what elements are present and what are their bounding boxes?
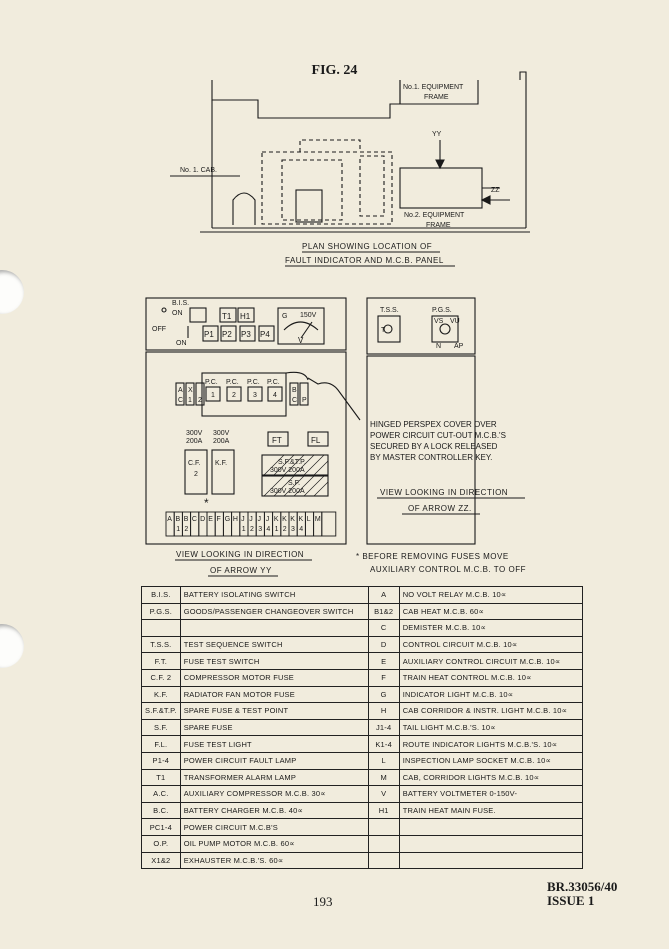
mcb-letter: L: [306, 516, 311, 523]
legend-left-code: F.T.: [142, 653, 181, 670]
axc-x: X: [188, 387, 193, 394]
legend-left-description: FUSE TEST SWITCH: [180, 653, 368, 670]
legend-right-code: M: [368, 769, 399, 786]
axc-2: 2: [198, 397, 202, 404]
lamp-p4: P4: [260, 330, 270, 339]
legend-left-description: SPARE FUSE & TEST POINT: [180, 703, 368, 720]
cf-number: 2: [194, 471, 198, 478]
legend-row: [142, 636, 583, 653]
hinged-note-line2: POWER CIRCUIT CUT-OUT M.C.B.'S: [370, 431, 506, 440]
mcb-letter: J: [241, 516, 245, 523]
pc-label-1: P.C.: [205, 379, 218, 386]
mcb-number: 2: [184, 526, 189, 533]
zz-label: ZZ: [491, 187, 500, 194]
mcb-number: 2: [282, 526, 287, 533]
plan-right-wall: [520, 72, 526, 228]
axc-1: 1: [188, 397, 192, 404]
legend-right-code: D: [368, 636, 399, 653]
cf-rating-b: 200A: [186, 438, 203, 445]
hinged-note-line3: SECURED BY A LOCK RELEASED: [370, 442, 498, 451]
legend-row: [142, 719, 583, 736]
legend-left-code: X1&2: [142, 852, 181, 869]
legend-left-code: P.G.S.: [142, 603, 181, 620]
mcb-letter: K: [298, 516, 304, 523]
legend-left-description: BATTERY CHARGER M.C.B. 40∝: [180, 802, 368, 819]
fl-label: FL: [311, 436, 321, 445]
legend-right-code: C: [368, 620, 399, 637]
pgs-n-label: N: [436, 343, 442, 350]
mcb-letter: K: [273, 516, 279, 523]
legend-right-description: [399, 819, 582, 836]
bis-on-label: ON: [172, 310, 183, 317]
mcb-letter: C: [191, 516, 197, 523]
legend-row: [142, 653, 583, 670]
legend-left-code: C.F. 2: [142, 669, 181, 686]
eq1-label-line1: No.1. EQUIPMENT: [403, 84, 464, 91]
zz-caption-line1: VIEW LOOKING IN DIRECTION: [380, 488, 509, 497]
legend-left-code: O.P.: [142, 835, 181, 852]
legend-row: [142, 819, 583, 836]
legend-left-description: EXHAUSTER M.C.B.'S. 60∝: [180, 852, 368, 869]
eq2-label-line1: No.2. EQUIPMENT: [404, 212, 465, 219]
fuse-kf: [212, 450, 234, 494]
legend-left-code: T.S.S.: [142, 636, 181, 653]
legend-left-description: FUSE TEST LIGHT: [180, 736, 368, 753]
legend-left-code: B.C.: [142, 802, 181, 819]
bcp-b: B: [292, 387, 297, 394]
legend-row: [142, 620, 583, 637]
sf-rating: 300V 200A: [270, 488, 305, 495]
legend-row: [142, 669, 583, 686]
mcb-letter: B: [183, 516, 189, 523]
legend-right-description: CAB HEAT M.C.B. 60∝: [399, 603, 582, 620]
pc-num-3: 3: [253, 392, 257, 399]
issue-label: ISSUE 1: [547, 893, 595, 908]
mcb-letter: D: [200, 516, 206, 523]
yy-caption-line1: VIEW LOOKING IN DIRECTION: [176, 550, 305, 559]
cf-label: C.F.: [188, 460, 201, 467]
legend-right-description: TRAIN HEAT MAIN FUSE.: [399, 802, 582, 819]
legend-left-description: SPARE FUSE: [180, 719, 368, 736]
legend-left-description: TEST SEQUENCE SWITCH: [180, 636, 368, 653]
meter-v-label: V: [298, 336, 304, 345]
ft-label: FT: [272, 436, 282, 445]
pc-num-4: 4: [273, 392, 277, 399]
kf-rating-b: 200A: [213, 438, 230, 445]
plan-caption-line1: PLAN SHOWING LOCATION OF: [302, 242, 433, 251]
lamp-p2: P2: [222, 330, 232, 339]
legend-left-code: PC1-4: [142, 819, 181, 836]
tss-t-label: T: [381, 327, 386, 334]
legend-table: [141, 586, 583, 869]
legend-right-code: [368, 852, 399, 869]
legend-right-description: CONTROL CIRCUIT M.C.B. 10∝: [399, 636, 582, 653]
legend-row: [142, 802, 583, 819]
yy-caption-line2: OF ARROW YY: [210, 566, 272, 575]
legend-right-description: [399, 835, 582, 852]
legend-right-code: A: [368, 587, 399, 604]
legend-right-code: G: [368, 686, 399, 703]
legend-right-code: H: [368, 703, 399, 720]
legend-left-code: A.C.: [142, 786, 181, 803]
plan-caption-line2: FAULT INDICATOR AND M.C.B. PANEL: [285, 256, 444, 265]
mcb-letter: J: [249, 516, 253, 523]
legend-left-description: BATTERY ISOLATING SWITCH: [180, 587, 368, 604]
mcb-number: 3: [258, 526, 263, 533]
mcb-letter: J: [265, 516, 270, 523]
bis-label: B.I.S.: [172, 300, 190, 307]
mcb-letter: K: [282, 516, 287, 523]
fuse-note-line1: * BEFORE REMOVING FUSES MOVE: [356, 552, 509, 561]
kf-label: K.F.: [215, 460, 228, 467]
sftp-rating: 300V 200A: [270, 467, 305, 474]
mcb-end-cell: [322, 512, 336, 536]
legend-right-description: NO VOLT RELAY M.C.B. 10∝: [399, 587, 582, 604]
legend-left-description: COMPRESSOR MOTOR FUSE: [180, 669, 368, 686]
lamp-p3: P3: [241, 330, 251, 339]
axc-a: A: [178, 387, 183, 394]
mcb-letter: B: [175, 516, 181, 523]
legend-left-description: POWER CIRCUIT M.C.B'S: [180, 819, 368, 836]
legend-right-code: K1-4: [368, 736, 399, 753]
legend-right-code: E: [368, 653, 399, 670]
mcb-letter: G: [224, 516, 231, 523]
legend-right-code: L: [368, 752, 399, 769]
sftp-label: S.F.&T.P.: [278, 459, 306, 466]
legend-row: [142, 852, 583, 869]
eq2-frame-outline: [400, 168, 482, 208]
mcb-letter: H: [232, 516, 238, 523]
yy-label: YY: [432, 131, 442, 138]
mcb-number: 2: [250, 526, 254, 533]
pgs-vs-label: VS: [434, 318, 444, 325]
h1-label: H1: [240, 312, 251, 321]
mcb-letter: A: [167, 516, 172, 523]
legend-right-description: AUXILIARY CONTROL CIRCUIT M.C.B. 10∝: [399, 653, 582, 670]
bcp-p: P: [302, 397, 307, 404]
punch-hole-bottom: [0, 624, 24, 668]
axc-c: C: [178, 397, 184, 404]
legend-left-description: POWER CIRCUIT FAULT LAMP: [180, 752, 368, 769]
legend-row: [142, 736, 583, 753]
mcb-number: 3: [291, 526, 295, 533]
legend-right-description: ROUTE INDICATOR LIGHTS M.C.B.'S. 10∝: [399, 736, 582, 753]
meter-g-label: G: [282, 313, 288, 320]
document-reference: BR.33056/40: [547, 879, 618, 894]
legend-left-code: S.F.&T.P.: [142, 703, 181, 720]
hinged-note-line4: BY MASTER CONTROLLER KEY.: [370, 453, 493, 462]
mcb-letter: K: [290, 516, 295, 523]
pgs-label: P.G.S.: [432, 307, 452, 314]
mcb-letter: M: [314, 516, 321, 523]
legend-right-description: CAB, CORRIDOR LIGHTS M.C.B. 10∝: [399, 769, 582, 786]
pgs-vu-label: VU: [450, 318, 460, 325]
zz-caption-line2: OF ARROW ZZ.: [408, 504, 472, 513]
hinged-cover-pointer: [308, 378, 360, 420]
pc-label-4: P.C.: [267, 379, 280, 386]
fuse-star-marker: *: [204, 496, 209, 510]
bis-on2-label: ON: [176, 340, 187, 347]
legend-row: [142, 603, 583, 620]
legend-left-code: S.F.: [142, 719, 181, 736]
legend-row: [142, 703, 583, 720]
legend-right-code: B1&2: [368, 603, 399, 620]
legend-left-description: GOODS/PASSENGER CHANGEOVER SWITCH: [180, 603, 368, 620]
legend-right-code: [368, 819, 399, 836]
bis-off-label: OFF: [152, 326, 166, 333]
mcb-letter: E: [208, 516, 213, 523]
t1-label: T1: [222, 312, 232, 321]
legend-left-description: TRANSFORMER ALARM LAMP: [180, 769, 368, 786]
fuse-note-line2: AUXILIARY CONTROL M.C.B. TO OFF: [370, 565, 526, 574]
figure-title: FIG. 24: [311, 63, 358, 78]
legend-right-code: J1-4: [368, 719, 399, 736]
legend-row: [142, 752, 583, 769]
legend-right-description: DEMISTER M.C.B. 10∝: [399, 620, 582, 637]
lamp-p1: P1: [204, 330, 214, 339]
legend-row: [142, 587, 583, 604]
legend-left-code: B.I.S.: [142, 587, 181, 604]
pc-num-2: 2: [232, 392, 236, 399]
legend-right-description: INSPECTION LAMP SOCKET M.C.B. 10∝: [399, 752, 582, 769]
legend-right-code: [368, 835, 399, 852]
sf-label: S.F.: [288, 480, 301, 487]
legend-left-code: T1: [142, 769, 181, 786]
cf-rating-a: 300V: [186, 430, 203, 437]
mcb-number: 1: [241, 526, 246, 533]
eq1-label-line2: FRAME: [424, 94, 449, 101]
legend-right-description: BATTERY VOLTMETER 0-150V-: [399, 786, 582, 803]
legend-left-description: RADIATOR FAN MOTOR FUSE: [180, 686, 368, 703]
legend-right-description: INDICATOR LIGHT M.C.B. 10∝: [399, 686, 582, 703]
mcb-number: 4: [299, 526, 304, 533]
mcb-number: 1: [274, 526, 279, 533]
hinged-note-line1: HINGED PERSPEX COVER OVER: [370, 420, 497, 429]
legend-right-description: TAIL LIGHT M.C.B.'S. 10∝: [399, 719, 582, 736]
legend-right-code: H1: [368, 802, 399, 819]
legend-row: [142, 686, 583, 703]
kf-rating-a: 300V: [213, 430, 230, 437]
eq2-label-line2: FRAME: [426, 222, 451, 229]
legend-left-code: K.F.: [142, 686, 181, 703]
page-number: 193: [313, 894, 333, 909]
tss-label: T.S.S.: [380, 307, 399, 314]
legend-row: [142, 769, 583, 786]
bcp-c: C: [292, 397, 298, 404]
legend-left-code: P1-4: [142, 752, 181, 769]
mcb-number: 4: [266, 526, 271, 533]
legend-left-description: OIL PUMP MOTOR M.C.B. 60∝: [180, 835, 368, 852]
mcb-letter: J: [257, 516, 261, 523]
legend-row: [142, 786, 583, 803]
legend-left-description: [180, 620, 368, 637]
legend-left-description: AUXILIARY COMPRESSOR M.C.B. 30∝: [180, 786, 368, 803]
legend-left-code: F.L.: [142, 736, 181, 753]
legend-right-description: CAB CORRIDOR & INSTR. LIGHT M.C.B. 10∝: [399, 703, 582, 720]
mcb-number: 1: [176, 526, 181, 533]
legend-row: [142, 835, 583, 852]
legend-right-description: TRAIN HEAT CONTROL M.C.B. 10∝: [399, 669, 582, 686]
cab-door: [233, 193, 255, 225]
pc-label-2: P.C.: [226, 379, 239, 386]
legend-right-description: [399, 852, 582, 869]
pc-num-1: 1: [211, 392, 215, 399]
legend-left-code: [142, 620, 181, 637]
mcb-letter: F: [216, 516, 221, 523]
pc-label-3: P.C.: [247, 379, 260, 386]
legend-right-code: F: [368, 669, 399, 686]
cab-label: No. 1. CAB.: [180, 167, 217, 174]
pgs-ap-label: AP: [454, 343, 464, 350]
legend-right-code: V: [368, 786, 399, 803]
plan-outline-top: [212, 80, 400, 118]
meter-scale-label: 150V: [300, 312, 317, 319]
mcb-strip: [166, 512, 336, 536]
